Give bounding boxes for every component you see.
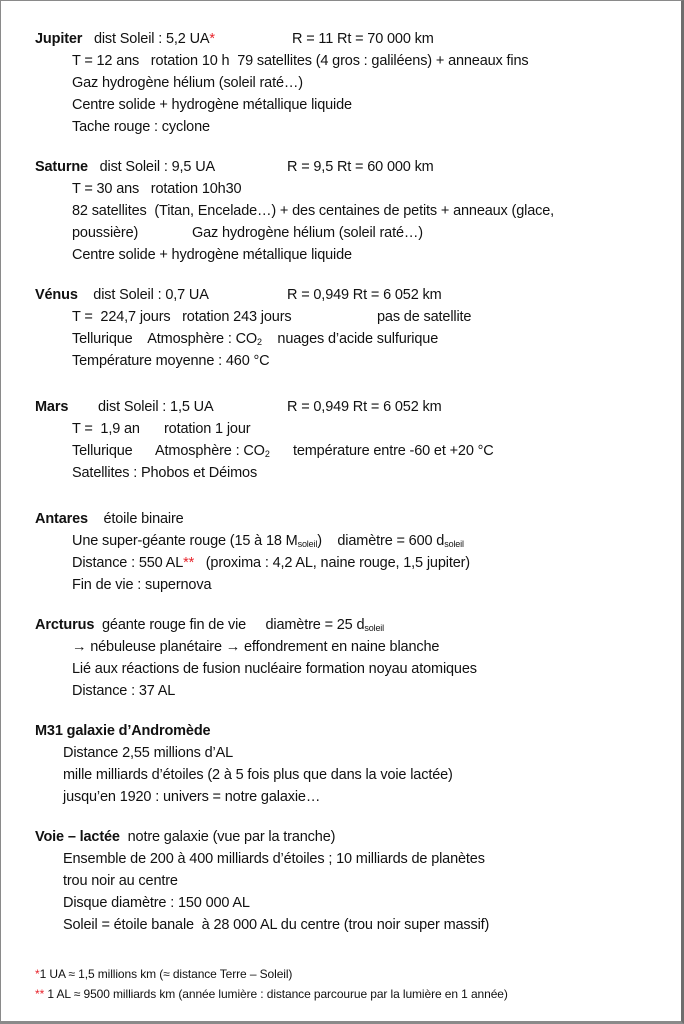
arcturus-header xyxy=(35,616,384,634)
venus-line-2 xyxy=(72,330,438,348)
mars-line-1b: rotation 1 jour xyxy=(164,421,251,437)
voie-lactee-line-2: trou noir au centre xyxy=(63,873,178,889)
footnote-1-text: 1 UA ≈ 1,5 millions km (≈ distance Terre – Soleil) xyxy=(39,967,293,981)
venus-radius: R = 0,949 Rt = 6 052 km xyxy=(287,287,442,303)
m31-line-1: Distance 2,55 millions d’AL xyxy=(63,745,234,761)
venus-line-1b: pas de satellite xyxy=(377,309,472,325)
mars-atmosphere: Tellurique Atmosphère : CO xyxy=(72,443,265,459)
antares-line-3: Fin de vie : supernova xyxy=(72,577,212,593)
voie-lactee-line-4: Soleil = étoile banale à 28 000 AL du centre (trou noir super massif) xyxy=(63,917,490,933)
antares-diameter: ) diamètre = 600 d xyxy=(317,533,445,549)
footnote-ref-1: * xyxy=(209,31,215,47)
jupiter-line-1: T = 12 ans rotation 10 h 79 satellites (4 gros : galiléens) + anneaux fins xyxy=(72,53,529,69)
arcturus-description: géante rouge fin de vie diamètre = 25 d xyxy=(102,617,365,633)
voie-lactee-title: Voie – lactée xyxy=(35,829,120,845)
antares-header xyxy=(35,510,184,528)
voie-lactee-line-3: Disque diamètre : 150 000 AL xyxy=(63,895,250,911)
saturne-radius: R = 9,5 Rt = 60 000 km xyxy=(287,159,434,175)
voie-lactee-header xyxy=(35,828,335,846)
jupiter-radius: R = 11 Rt = 70 000 km xyxy=(292,31,434,47)
mars-title: Mars xyxy=(35,399,69,415)
jupiter-line-2: Gaz hydrogène hélium (soleil raté…) xyxy=(72,75,303,91)
voie-lactee-description: notre galaxie (vue par la tranche) xyxy=(127,829,336,845)
saturne-line-3a: poussière) xyxy=(72,225,139,241)
jupiter-title: Jupiter xyxy=(35,31,83,47)
footnote-1-marker: * xyxy=(35,967,40,981)
venus-co2-subscript: 2 xyxy=(257,337,262,347)
jupiter-header xyxy=(35,30,215,48)
footnote-2 xyxy=(35,985,508,1003)
saturne-line-1: T = 30 ans rotation 10h30 xyxy=(72,181,242,197)
antares-diameter-subscript: soleil xyxy=(444,539,464,549)
mars-distance: dist Soleil : 1,5 UA xyxy=(98,399,214,415)
saturne-distance: dist Soleil : 9,5 UA xyxy=(99,159,216,175)
arcturus-line-3: Distance : 37 AL xyxy=(72,683,176,699)
antares-mass: Une super-géante rouge (15 à 18 M xyxy=(72,533,298,549)
antares-proxima: (proxima : 4,2 AL, naine rouge, 1,5 jupiter) xyxy=(194,555,470,571)
saturne-line-4: Centre solide + hydrogène métallique liquide xyxy=(72,247,352,263)
mars-line-3: Satellites : Phobos et Déimos xyxy=(72,465,258,481)
arcturus-diameter-subscript: soleil xyxy=(364,623,384,633)
venus-line-1a: T = 224,7 jours rotation 243 jours xyxy=(72,309,292,325)
arcturus-line-1: → nébuleuse planétaire → effondrement en naine blanche xyxy=(72,639,440,655)
antares-line-2 xyxy=(72,554,470,572)
venus-clouds: nuages d’acide sulfurique xyxy=(277,331,439,347)
footnote-2-marker: ** xyxy=(35,987,45,1001)
m31-line-2: mille milliards d’étoiles (2 à 5 fois plus que dans la voie lactée) xyxy=(63,767,453,783)
saturne-title: Saturne xyxy=(35,159,88,175)
mars-line-1a: T = 1,9 an xyxy=(72,421,140,437)
saturne-header xyxy=(35,158,215,176)
jupiter-line-3: Centre solide + hydrogène métallique liquide xyxy=(72,97,352,113)
m31-line-3: jusqu’en 1920 : univers = notre galaxie… xyxy=(63,789,321,805)
venus-header xyxy=(35,286,209,304)
venus-line-3: Température moyenne : 460 °C xyxy=(72,353,270,369)
antares-mass-subscript: soleil xyxy=(297,539,318,549)
arcturus-title: Arcturus xyxy=(35,617,95,633)
m31-title: M31 galaxie d’Andromède xyxy=(35,723,211,739)
venus-title: Vénus xyxy=(35,287,78,303)
venus-atmosphere: Tellurique Atmosphère : CO xyxy=(72,331,258,347)
footnote-1 xyxy=(35,965,292,983)
jupiter-line-4: Tache rouge : cyclone xyxy=(72,119,210,135)
footnote-ref-2: ** xyxy=(183,555,195,571)
mars-co2-subscript: 2 xyxy=(264,449,270,459)
antares-distance: Distance : 550 AL xyxy=(72,555,184,571)
antares-description: étoile binaire xyxy=(103,511,184,527)
mars-radius: R = 0,949 Rt = 6 052 km xyxy=(287,399,442,415)
mars-line-2 xyxy=(72,442,494,460)
arcturus-line-2: Lié aux réactions de fusion nucléaire formation noyau atomiques xyxy=(72,661,477,677)
antares-title: Antares xyxy=(35,511,88,527)
footnote-2-text: 1 AL ≈ 9500 milliards km (année lumière : distance parcourue par la lumière en 1 année) xyxy=(44,987,508,1001)
saturne-line-2: 82 satellites (Titan, Encelade…) + des centaines de petits + anneaux (glace, xyxy=(72,203,555,219)
jupiter-distance: dist Soleil : 5,2 UA xyxy=(93,31,210,47)
saturne-line-3b: Gaz hydrogène hélium (soleil raté…) xyxy=(192,225,423,241)
venus-distance: dist Soleil : 0,7 UA xyxy=(93,287,209,303)
voie-lactee-line-1: Ensemble de 200 à 400 milliards d’étoiles ; 10 milliards de planètes xyxy=(63,851,485,867)
antares-line-1 xyxy=(72,532,464,550)
mars-temperature: température entre -60 et +20 °C xyxy=(292,443,494,459)
